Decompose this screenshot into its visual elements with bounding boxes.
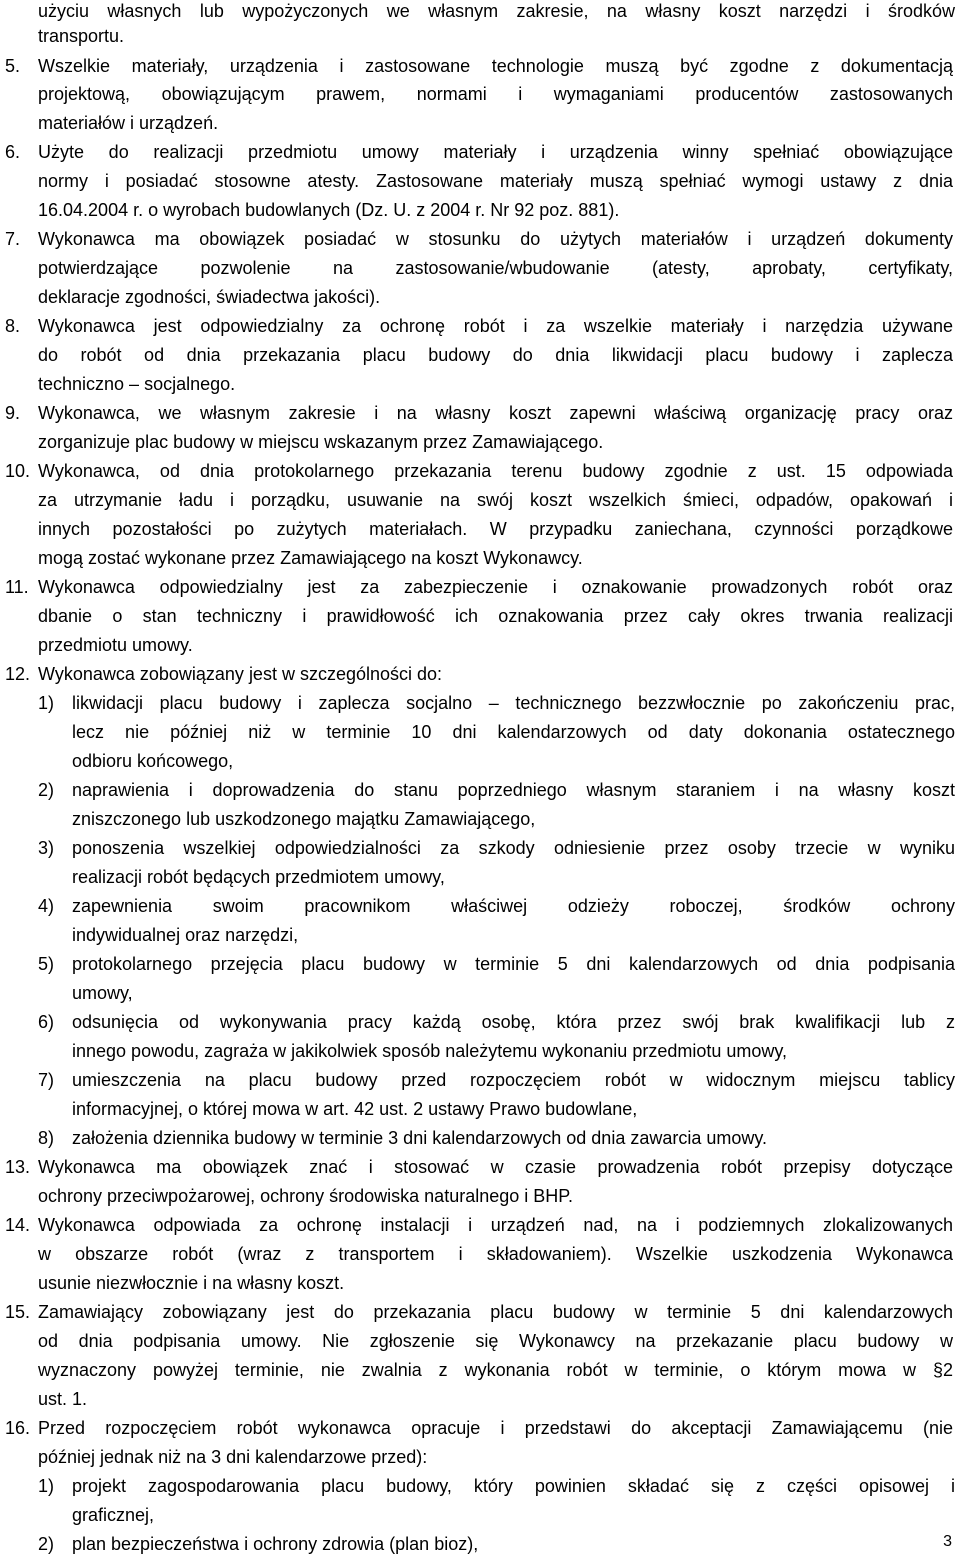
- line-text: plan bezpieczeństwa i ochrony zdrowia (plan bioz),: [72, 1534, 479, 1554]
- list-item-number: 8): [38, 1128, 55, 1148]
- line-text: odsunięcia od wykonywania pracy każdą osobę, która przez swój brak kwalifikacji lub z: [72, 1012, 955, 1032]
- line-text: Użyte do realizacji przedmiotu umowy materiały i urządzenia winny spełniać obowiązujące: [38, 142, 953, 162]
- line-text: materiałów i urządzeń.: [38, 113, 219, 133]
- line-text: od dnia podpisania umowy. Nie zgłoszenie się Wykonawcy na przekazanie placu budowy w: [38, 1331, 953, 1351]
- line-text: Wykonawca odpowiedzialny jest za zabezpieczenie i oznakowanie prowadzonych robót oraz: [38, 577, 953, 597]
- line-text: użyciu własnych lub wypożyczonych we własnym zakresie, na własny koszt narzędzi i środków: [38, 1, 955, 21]
- line-text: techniczno – socjalnego.: [38, 374, 236, 394]
- line-text: realizacji robót będących przedmiotem umowy,: [72, 867, 445, 887]
- line-text: później jednak niż na 3 dni kalendarzowe przed):: [38, 1447, 428, 1467]
- line-text: wyznaczony powyżej terminie, nie zwalnia z wykonania robót w terminie, o którym mowa w §2: [38, 1360, 953, 1380]
- line-text: zorganizuje plac budowy w miejscu wskazanym przez Zamawiającego.: [38, 432, 604, 452]
- line-text: w obszarze robót (wraz z transportem i składowaniem). Wszelkie uszkodzenia Wykonawca: [38, 1244, 953, 1264]
- list-item-number: 11.: [5, 577, 29, 597]
- line-text: umowy,: [72, 983, 133, 1003]
- line-text: odbioru końcowego,: [72, 751, 234, 771]
- list-item-number: 6.: [5, 142, 21, 162]
- line-text: zapewnienia swoim pracownikom właściwej odzieży roboczej, środków ochrony: [72, 896, 955, 916]
- line-text: protokolarnego przejęcia placu budowy w terminie 5 dni kalendarzowych od dnia podpisania: [72, 954, 955, 974]
- list-item-number: 6): [38, 1012, 55, 1032]
- page-number: 3: [943, 1533, 952, 1550]
- line-text: Wykonawca ma obowiązek posiadać w stosunku do użytych materiałów i urządzeń dokumenty: [38, 229, 953, 249]
- list-item-number: 5): [38, 954, 55, 974]
- line-text: Wykonawca ma obowiązek znać i stosować w czasie prowadzenia robót przepisy dotyczące: [38, 1157, 953, 1177]
- line-text: likwidacji placu budowy i zaplecza socjalno – technicznego bezzwłocznie po zakończeniu prac,: [72, 693, 955, 713]
- list-item-number: 8.: [5, 316, 21, 336]
- line-text: graficznej,: [72, 1505, 155, 1525]
- line-text: 16.04.2004 r. o wyrobach budowlanych (Dz. U. z 2004 r. Nr 92 poz. 881).: [38, 200, 620, 220]
- line-text: projektową, obowiązującym prawem, normami i wymaganiami producentów zastosowanych: [38, 84, 953, 104]
- line-text: Wszelkie materiały, urządzenia i zastosowane technologie muszą być zgodne z dokumentacją: [38, 56, 953, 76]
- line-text: innych pozostałości po zużytych materiałach. W przypadku zaniechana, czynności porządkowe: [38, 519, 953, 539]
- line-text: mogą zostać wykonane przez Zamawiającego na koszt Wykonawcy.: [38, 548, 583, 568]
- line-text: Wykonawca jest odpowiedzialny za ochronę robót i za wszelkie materiały i narzędzia używane: [38, 316, 953, 336]
- line-text: do robót od dnia przekazania placu budowy do dnia likwidacji placu budowy i zaplecza: [38, 345, 953, 365]
- list-item-number: 2): [38, 1534, 55, 1554]
- list-item-number: 9.: [5, 403, 21, 423]
- line-text: Wykonawca, od dnia protokolarnego przekazania terenu budowy zgodnie z ust. 15 odpowiada: [38, 461, 953, 481]
- list-item-number: 7.: [5, 229, 21, 249]
- line-text: zniszczonego lub uszkodzonego majątku Zamawiającego,: [72, 809, 536, 829]
- list-item-number: 7): [38, 1070, 55, 1090]
- list-item-number: 12.: [5, 664, 31, 684]
- line-text: Wykonawca zobowiązany jest w szczególności do:: [38, 664, 443, 684]
- line-text: potwierdzające pozwolenie na zastosowanie/wbudowanie (atesty, aprobaty, certyfikaty,: [38, 258, 953, 278]
- list-item-number: 15.: [5, 1302, 31, 1322]
- list-item-number: 1): [38, 1476, 55, 1496]
- line-text: Wykonawca, we własnym zakresie i na własny koszt zapewni właściwą organizację pracy oraz: [38, 403, 953, 423]
- line-text: normy i posiadać stosowne atesty. Zastosowane materiały muszą spełniać wymogi ustawy z dnia: [38, 171, 953, 191]
- line-text: naprawienia i doprowadzenia do stanu poprzedniego własnym staraniem i na własny koszt: [72, 780, 955, 800]
- line-text: projekt zagospodarowania placu budowy, który powinien składać się z części opisowej i: [72, 1476, 955, 1496]
- line-text: deklaracje zgodności, świadectwa jakości).: [38, 287, 381, 307]
- line-text: Przed rozpoczęciem robót wykonawca opracuje i przedstawi do akceptacji Zamawiającemu (nie: [38, 1418, 953, 1438]
- line-text: transportu.: [38, 26, 125, 46]
- list-item-number: 1): [38, 693, 55, 713]
- line-text: usunie niezwłocznie i na własny koszt.: [38, 1273, 345, 1293]
- line-text: Wykonawca odpowiada za ochronę instalacji i urządzeń nad, na i podziemnych zlokalizowanych: [38, 1215, 953, 1235]
- list-item-number: 2): [38, 780, 55, 800]
- line-text: lecz nie później niż w terminie 10 dni kalendarzowych od daty dokonania ostatecznego: [72, 722, 955, 742]
- list-item-number: 10.: [5, 461, 31, 481]
- line-text: umieszczenia na placu budowy przed rozpoczęciem robót w widocznym miejscu tablicy: [72, 1070, 955, 1090]
- line-text: za utrzymanie ładu i porządku, usuwanie na swój koszt wszelkich śmieci, odpadów, opakowań i: [38, 490, 953, 510]
- line-text: Zamawiający zobowiązany jest do przekazania placu budowy w terminie 5 dni kalendarzowych: [38, 1302, 953, 1322]
- line-text: ust. 1.: [38, 1389, 88, 1409]
- line-text: informacyjnej, o której mowa w art. 42 ust. 2 ustawy Prawo budowlane,: [72, 1099, 638, 1119]
- line-text: założenia dziennika budowy w terminie 3 dni kalendarzowych od dnia zawarcia umowy.: [72, 1128, 768, 1148]
- list-item-number: 16.: [5, 1418, 31, 1438]
- line-text: ponoszenia wszelkiej odpowiedzialności za szkody odniesienie przez osoby trzecie w wyniku: [72, 838, 955, 858]
- line-text: innego powodu, zagraża w jakikolwiek sposób należytemu wykonaniu przedmiotu umowy,: [72, 1041, 788, 1061]
- list-item-number: 13.: [5, 1157, 31, 1177]
- list-item-number: 3): [38, 838, 55, 858]
- line-text: dbanie o stan techniczny i prawidłowość ich oznakowania przez cały okres trwania realizacji: [38, 606, 953, 626]
- list-item-number: 14.: [5, 1215, 31, 1235]
- line-text: przedmiotu umowy.: [38, 635, 193, 655]
- line-text: indywidualnej oraz narzędzi,: [72, 925, 299, 945]
- line-text: ochrony przeciwpożarowej, ochrony środowiska naturalnego i BHP.: [38, 1186, 573, 1206]
- list-item-number: 4): [38, 896, 55, 916]
- list-item-number: 5.: [5, 56, 21, 76]
